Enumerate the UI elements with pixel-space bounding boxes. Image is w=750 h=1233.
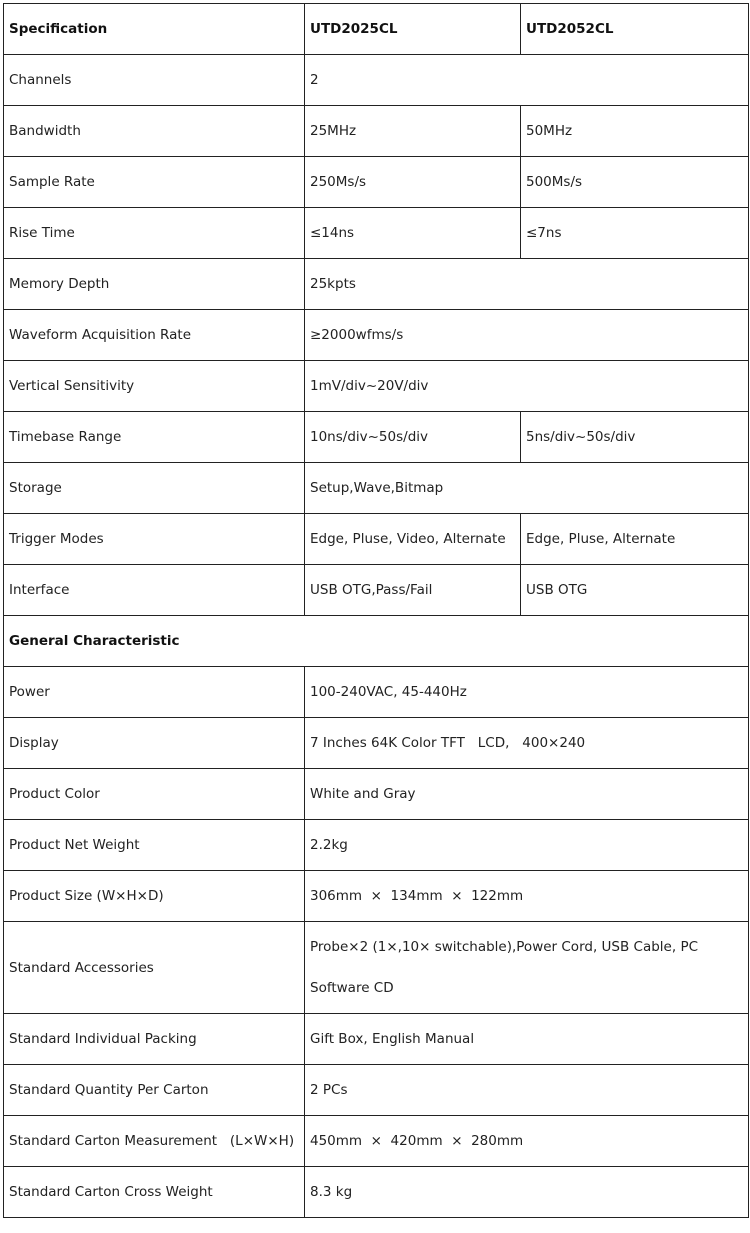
table-row-display <box>4 718 749 769</box>
general-heading-row <box>4 616 749 667</box>
row-label: Rise Time <box>4 208 305 259</box>
row-value-b: 5ns/div~50s/div <box>521 412 749 463</box>
model-b-header: UTD2052CL <box>521 4 749 55</box>
row-label: Product Size (W×H×D) <box>4 871 305 922</box>
row-value-a: USB OTG,Pass/Fail <box>305 565 521 616</box>
row-value: 7 Inches 64K Color TFT LCD, 400×240 <box>305 718 749 769</box>
row-label: Standard Individual Packing <box>4 1014 305 1065</box>
row-label: Memory Depth <box>4 259 305 310</box>
table-row-accessories <box>4 922 749 1014</box>
row-value: 2 PCs <box>305 1065 749 1116</box>
row-value-b: Edge, Pluse, Alternate <box>521 514 749 565</box>
table-row-waveform-rate <box>4 310 749 361</box>
table-row-channels <box>4 55 749 106</box>
model-a-header: UTD2025CL <box>305 4 521 55</box>
table-row-rise-time <box>4 208 749 259</box>
row-value: Setup,Wave,Bitmap <box>305 463 749 514</box>
row-value: 25kpts <box>305 259 749 310</box>
table-row-sample-rate <box>4 157 749 208</box>
row-value: 1mV/div~20V/div <box>305 361 749 412</box>
row-label: Channels <box>4 55 305 106</box>
row-value: Gift Box, English Manual <box>305 1014 749 1065</box>
row-value-b: ≤7ns <box>521 208 749 259</box>
header-row <box>4 4 749 55</box>
row-label: Timebase Range <box>4 412 305 463</box>
table-row-carton-measurement <box>4 1116 749 1167</box>
row-label: Standard Carton Cross Weight <box>4 1167 305 1218</box>
specification-table <box>3 3 749 1218</box>
table-row-storage <box>4 463 749 514</box>
row-label: Waveform Acquisition Rate <box>4 310 305 361</box>
row-value: ≥2000wfms/s <box>305 310 749 361</box>
table-row-product-color <box>4 769 749 820</box>
row-label: Trigger Modes <box>4 514 305 565</box>
row-value-a: 250Ms/s <box>305 157 521 208</box>
row-value-a: Edge, Pluse, Video, Alternate <box>305 514 521 565</box>
row-value-b: 500Ms/s <box>521 157 749 208</box>
table-row-carton-weight <box>4 1167 749 1218</box>
row-value: 2 <box>305 55 749 106</box>
row-label: Standard Carton Measurement (L×W×H) <box>4 1116 305 1167</box>
spec-header-label: Specification <box>4 4 305 55</box>
row-value-a: 25MHz <box>305 106 521 157</box>
row-label: Bandwidth <box>4 106 305 157</box>
row-value-b: USB OTG <box>521 565 749 616</box>
table-row-trigger-modes <box>4 514 749 565</box>
table-row-bandwidth <box>4 106 749 157</box>
row-value-a: ≤14ns <box>305 208 521 259</box>
row-value: 450mm × 420mm × 280mm <box>305 1116 749 1167</box>
table-row-net-weight <box>4 820 749 871</box>
table-row-interface <box>4 565 749 616</box>
table-row-product-size <box>4 871 749 922</box>
row-label: Storage <box>4 463 305 514</box>
row-label: Display <box>4 718 305 769</box>
row-value-a: 10ns/div~50s/div <box>305 412 521 463</box>
row-label: Standard Accessories <box>4 922 305 1014</box>
row-value-b: 50MHz <box>521 106 749 157</box>
row-label: Interface <box>4 565 305 616</box>
row-label: Vertical Sensitivity <box>4 361 305 412</box>
table-row-vertical-sensitivity <box>4 361 749 412</box>
row-label: Product Net Weight <box>4 820 305 871</box>
row-label: Standard Quantity Per Carton <box>4 1065 305 1116</box>
table-row-individual-packing <box>4 1014 749 1065</box>
row-value: 2.2kg <box>305 820 749 871</box>
table-row-quantity-per-carton <box>4 1065 749 1116</box>
row-value: White and Gray <box>305 769 749 820</box>
row-label: Power <box>4 667 305 718</box>
table-row-power <box>4 667 749 718</box>
row-value: Probe×2 (1×,10× switchable),Power Cord, USB Cable, PC Software CD <box>305 922 749 1014</box>
table-row-memory-depth <box>4 259 749 310</box>
row-value: 306mm × 134mm × 122mm <box>305 871 749 922</box>
row-value: 8.3 kg <box>305 1167 749 1218</box>
row-label: Product Color <box>4 769 305 820</box>
table-row-timebase-range <box>4 412 749 463</box>
general-characteristic-heading: General Characteristic <box>4 616 749 667</box>
row-label: Sample Rate <box>4 157 305 208</box>
row-value: 100-240VAC, 45-440Hz <box>305 667 749 718</box>
